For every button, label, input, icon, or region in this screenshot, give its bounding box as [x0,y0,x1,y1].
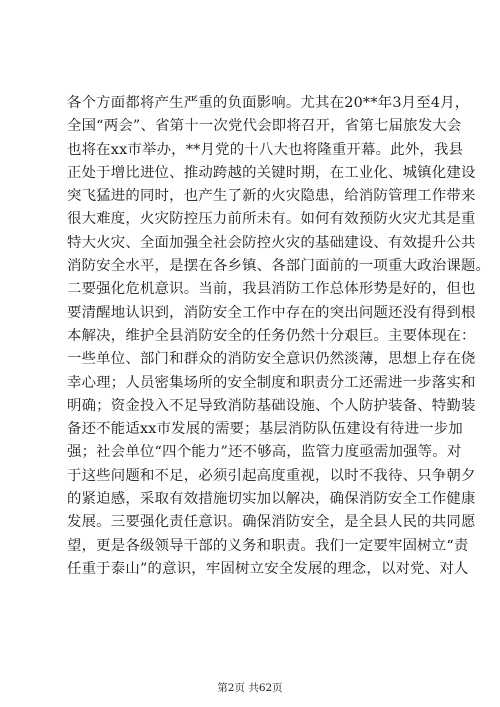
text-line: 突飞猛进的同时，也产生了新的火灾隐患，给消防管理工作带来 [67,188,476,205]
text-line: 二要强化危机意识。当前，我县消防工作总体形势是好的，但也 [67,281,476,298]
text-line: 很大难度，火灾防控压力前所未有。如何有效预防火灾尤其是重 [67,211,476,228]
text-line: 发展。三要强化责任意识。确保消防安全，是全县人民的共同愿 [67,514,476,531]
text-line: 全国“两会”、省第十一次党代会即将召开，省第七届旅发大会 [67,118,462,135]
text-line: 消防安全水平，是摆在各乡镇、各部门面前的一项重大政治课题。 [67,258,491,275]
text-line: 的紧迫感，采取有效措施切实加以解决，确保消防安全工作健康 [67,491,476,508]
text-line: 于这些问题和不足，必须引起高度重视，以时不我待、只争朝夕 [67,467,476,484]
text-line: 一些单位、部门和群众的消防安全意识仍然淡薄，思想上存在侥 [67,351,476,368]
text-line: 也将在xx市举办，**月党的十八大也将隆重开幕。此外，我县 [67,141,464,158]
text-line: 本解决，维护全县消防安全的任务仍然十分艰巨。主要体现在： [67,327,476,344]
text-line: 要清醒地认识到，消防安全工作中存在的突出问题还没有得到根 [67,304,476,321]
text-line: 各个方面都将产生严重的负面影响。尤其在20**年3月至4月， [67,95,470,111]
body-text [67,92,491,581]
text-line: 强；社会单位“四个能力”还不够高，监管力度亟需加强等。对 [67,444,462,461]
text-line: 特大火灾、全面加强全社会防控火灾的基础建设、有效提升公共 [67,234,476,251]
text-line: 备还不能适xx市发展的需要；基层消防队伍建设有待进一步加 [67,421,463,438]
text-line: 正处于增比进位、推动跨越的关键时期，在工业化、城镇化建设 [67,164,476,181]
text-line: 幸心理；人员密集场所的安全制度和职责分工还需进一步落实和 [67,374,476,391]
page-number: 第2页 共62页 [217,682,283,694]
text-line: 任重于泰山”的意识，牢固树立安全发展的理念，以对党、对人 [67,560,469,577]
text-line: 明确；资金投入不足导致消防基础设施、个人防护装备、特勤装 [67,397,476,414]
text-line: 望，更是各级领导干部的义务和职责。我们一定要牢固树立“责 [67,537,469,554]
